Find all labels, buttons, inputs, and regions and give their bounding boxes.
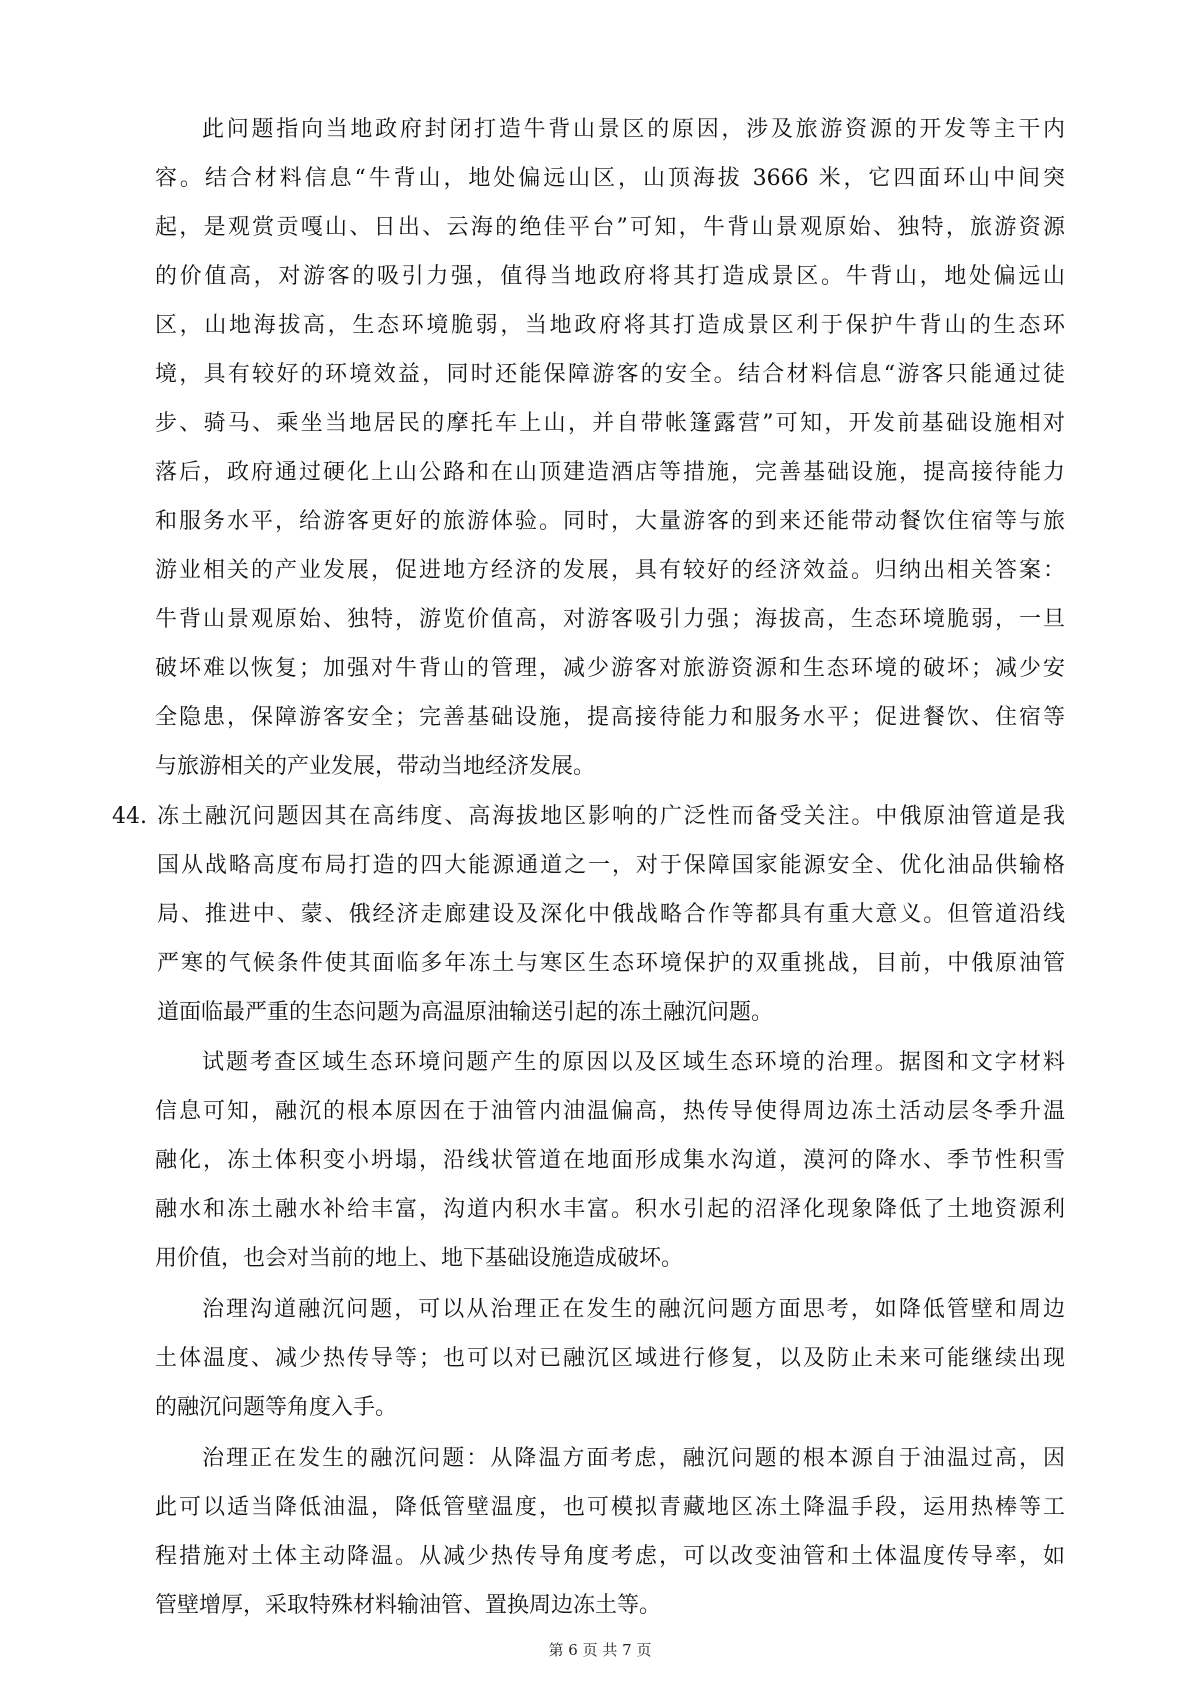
text-line: 步、骑马、乘坐当地居民的摩托车上山，并自带帐篷露营”可知，开发前基础设施相对 (155, 411, 1065, 436)
text-line: 容。结合材料信息“牛背山，地处偏远山区，山顶海拔 3666 米，它四面环山中间突 (155, 166, 1065, 191)
text-line: 冻土融沉问题因其在高纬度、高海拔地区影响的广泛性而备受关注。中俄原油管道是我 (157, 804, 1065, 829)
text-line: 游业相关的产业发展，促进地方经济的发展，具有较好的经济效益。归纳出相关答案： (155, 558, 1065, 583)
text-line: 局、推进中、蒙、俄经济走廊建设及深化中俄战略合作等都具有重大意义。但管道沿线 (157, 902, 1065, 927)
text-line: 此问题指向当地政府封闭打造牛背山景区的原因，涉及旅游资源的开发等主干内 (202, 117, 1065, 142)
text-line: 治理正在发生的融沉问题：从降温方面考虑，融沉问题的根本源自于油温过高，因 (202, 1446, 1065, 1471)
text-line: 此可以适当降低油温，降低管壁温度，也可模拟青藏地区冻土降温手段，运用热棒等工 (155, 1495, 1065, 1520)
text-line: 严寒的气候条件使其面临多年冻土与寒区生态环境保护的双重挑战，目前，中俄原油管 (157, 951, 1065, 976)
page-footer: 第 6 页 共 7 页 (548, 1641, 652, 1659)
text-line: 国从战略高度布局打造的四大能源通道之一，对于保障国家能源安全、优化油品供输格 (157, 853, 1065, 878)
text-line: 道面临最严重的生态问题为高温原油输送引起的冻土融沉问题。 (157, 1000, 774, 1025)
text-line: 破坏难以恢复；加强对牛背山的管理，减少游客对旅游资源和生态环境的破坏；减少安 (155, 656, 1065, 681)
text-line: 落后，政府通过硬化上山公路和在山顶建造酒店等措施，完善基础设施，提高接待能力 (155, 460, 1065, 485)
text-line: 与旅游相关的产业发展，带动当地经济发展。 (155, 754, 596, 779)
text-line: 管壁增厚，采取特殊材料输油管、置换周边冻土等。 (155, 1593, 662, 1618)
text-line: 融化，冻土体积变小坍塌，沿线状管道在地面形成集水沟道，漠河的降水、季节性积雪 (155, 1148, 1065, 1173)
text-line: 信息可知，融沉的根本原因在于油管内油温偏高，热传导使得周边冻土活动层冬季升温 (155, 1099, 1065, 1124)
text-line: 区，山地海拔高，生态环境脆弱，当地政府将其打造成景区利于保护牛背山的生态环 (155, 313, 1065, 338)
text-line: 治理沟道融沉问题，可以从治理正在发生的融沉问题方面思考，如降低管壁和周边 (202, 1297, 1065, 1322)
text-line: 境，具有较好的环境效益，同时还能保障游客的安全。结合材料信息“游客只能通过徒 (155, 362, 1065, 387)
text-line: 和服务水平，给游客更好的旅游体验。同时，大量游客的到来还能带动餐饮住宿等与旅 (155, 509, 1065, 534)
text-line: 全隐患，保障游客安全；完善基础设施，提高接待能力和服务水平；促进餐饮、住宿等 (155, 705, 1065, 730)
text-line: 的价值高，对游客的吸引力强，值得当地政府将其打造成景区。牛背山，地处偏远山 (155, 264, 1065, 289)
text-line: 用价值，也会对当前的地上、地下基础设施造成破坏。 (155, 1246, 684, 1271)
text-line: 起，是观赏贡嘎山、日出、云海的绝佳平台”可知，牛背山景观原始、独特，旅游资源 (155, 215, 1065, 240)
text-line: 牛背山景观原始、独特，游览价值高，对游客吸引力强；海拔高，生态环境脆弱，一旦 (155, 607, 1065, 632)
text-line: 程措施对土体主动降温。从减少热传导角度考虑，可以改变油管和土体温度传导率，如 (155, 1544, 1065, 1569)
text-line: 试题考查区域生态环境问题产生的原因以及区域生态环境的治理。据图和文字材料 (202, 1050, 1065, 1075)
question-number: 44. (112, 804, 147, 829)
text-line: 的融沉问题等角度入手。 (155, 1395, 398, 1420)
text-line: 融水和冻土融水补给丰富，沟道内积水丰富。积水引起的沼泽化现象降低了土地资源利 (155, 1197, 1065, 1222)
text-line: 土体温度、减少热传导等；也可以对已融沉区域进行修复，以及防止未来可能继续出现 (155, 1346, 1065, 1371)
